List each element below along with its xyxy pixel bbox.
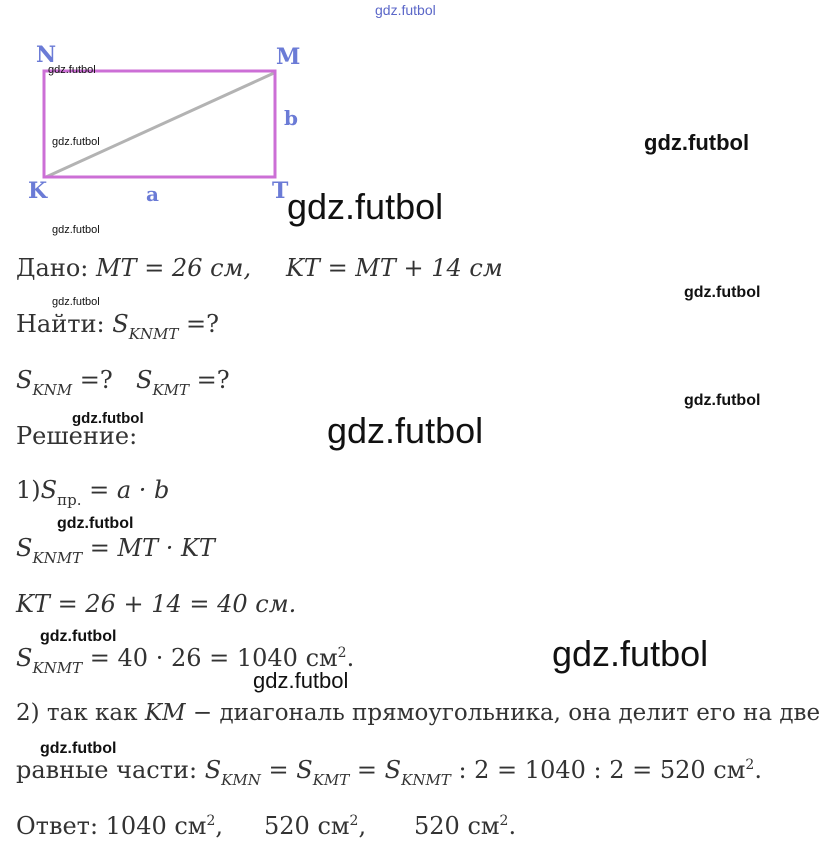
- kt-calc-line: [16, 590, 296, 618]
- equal-end: .: [754, 756, 762, 784]
- step1-sub: пр.: [57, 491, 82, 509]
- equal-sup: 2: [745, 757, 755, 773]
- answer-520a: 520 см: [264, 812, 350, 840]
- watermark: gdz.futbol: [552, 633, 709, 674]
- step1-prefix: 1): [16, 476, 41, 504]
- vertex-n: N: [36, 42, 57, 68]
- answer-end: .: [508, 812, 517, 840]
- answer-520b: 520 см: [414, 812, 500, 840]
- equal-eq1: =: [260, 756, 297, 784]
- step1-rest: = a · b: [81, 476, 170, 504]
- watermark: gdz.futbol: [72, 410, 144, 427]
- answer-line: [16, 812, 223, 840]
- find-knm-s: S: [16, 366, 33, 394]
- answer-comma2: ,: [358, 812, 367, 840]
- kt-calc: KT = 26 + 14 = 40 см.: [16, 590, 297, 618]
- area-sub: KNMT: [32, 549, 83, 567]
- area-s: S: [16, 534, 33, 562]
- watermark: gdz.futbol: [52, 136, 100, 148]
- answer-sup2: 2: [349, 813, 359, 829]
- find-s: S: [112, 310, 129, 338]
- diagonal-km: [46, 73, 274, 177]
- find-kmt: [136, 366, 230, 399]
- vertex-k: K: [28, 178, 48, 204]
- vertex-m: M: [276, 44, 301, 70]
- area-calc-line: [16, 644, 355, 677]
- rectangle-figure: [0, 0, 340, 215]
- step1-line: [16, 476, 170, 509]
- answer-1040: Ответ: 1040 см: [16, 812, 207, 840]
- step1-s: S: [40, 476, 58, 504]
- watermark-top: gdz.futbol: [375, 2, 436, 18]
- given-mt: MT = 26 см,: [95, 254, 252, 282]
- equal-rest: : 2 = 1040 : 2 = 520 см: [450, 756, 746, 784]
- vertex-t: T: [272, 178, 289, 204]
- equal-s3: S: [384, 756, 402, 784]
- solution-label: Решение:: [16, 422, 138, 450]
- answer-sup1: 2: [206, 813, 216, 829]
- watermark: gdz.futbol: [40, 628, 117, 645]
- find-knm-rest: =?: [72, 366, 113, 394]
- equal-eq2: =: [349, 756, 385, 784]
- equal-sub3: KNMT: [401, 771, 451, 789]
- find-kmt-rest: =?: [189, 366, 230, 394]
- watermark: gdz.futbol: [52, 224, 100, 236]
- step2-km: KM: [144, 700, 186, 726]
- watermark: gdz.futbol: [52, 296, 100, 308]
- find-line: [16, 310, 219, 343]
- find-kmt-s: S: [136, 366, 153, 394]
- side-a-label: a: [146, 182, 159, 206]
- answer-520-first: [264, 812, 366, 840]
- area2-end: .: [346, 644, 355, 672]
- watermark: gdz.futbol: [57, 515, 134, 532]
- equal-s2: S: [296, 756, 313, 784]
- find-sub: KNMT: [128, 325, 179, 343]
- given-kt: KT = MT + 14 см: [286, 254, 503, 282]
- given-label: Дано:: [16, 254, 96, 282]
- equal-parts-line: [16, 756, 762, 789]
- step2-a: 2) так как: [16, 700, 145, 726]
- find-knm-sub: KNM: [32, 381, 73, 399]
- watermark: gdz.futbol: [644, 130, 750, 155]
- watermark: gdz.futbol: [684, 392, 761, 409]
- find-knm: [16, 366, 113, 399]
- area-rest: = MT · KT: [82, 534, 215, 562]
- watermark: gdz.futbol: [40, 740, 117, 757]
- answer-comma1: ,: [215, 812, 224, 840]
- answer-520-second: [414, 812, 516, 840]
- find-label: Найти:: [16, 310, 113, 338]
- watermark: gdz.futbol: [48, 64, 96, 76]
- side-b-label: b: [284, 106, 298, 130]
- area2-sub: KNMT: [32, 659, 83, 677]
- watermark: gdz.futbol: [287, 186, 444, 227]
- answer-sup3: 2: [499, 813, 509, 829]
- area2-s: S: [16, 644, 33, 672]
- watermark: gdz.futbol: [327, 410, 484, 451]
- step2-line: [16, 700, 820, 726]
- given-line: [16, 254, 251, 282]
- equal-sub1: KMN: [221, 771, 261, 789]
- find-kmt-sub: KMT: [152, 381, 190, 399]
- step2-b: − диагональ прямоугольника, она делит его на две: [185, 700, 821, 726]
- find-rest: =?: [178, 310, 219, 338]
- area2-rest: = 40 · 26 = 1040 см: [82, 644, 338, 672]
- watermark: gdz.futbol: [253, 668, 349, 693]
- equal-a: равные части:: [16, 756, 205, 784]
- area2-sup: 2: [337, 645, 347, 661]
- equal-sub2: KMT: [312, 771, 350, 789]
- area-formula-line: [16, 534, 215, 567]
- watermark: gdz.futbol: [684, 284, 761, 301]
- equal-s1: S: [204, 756, 222, 784]
